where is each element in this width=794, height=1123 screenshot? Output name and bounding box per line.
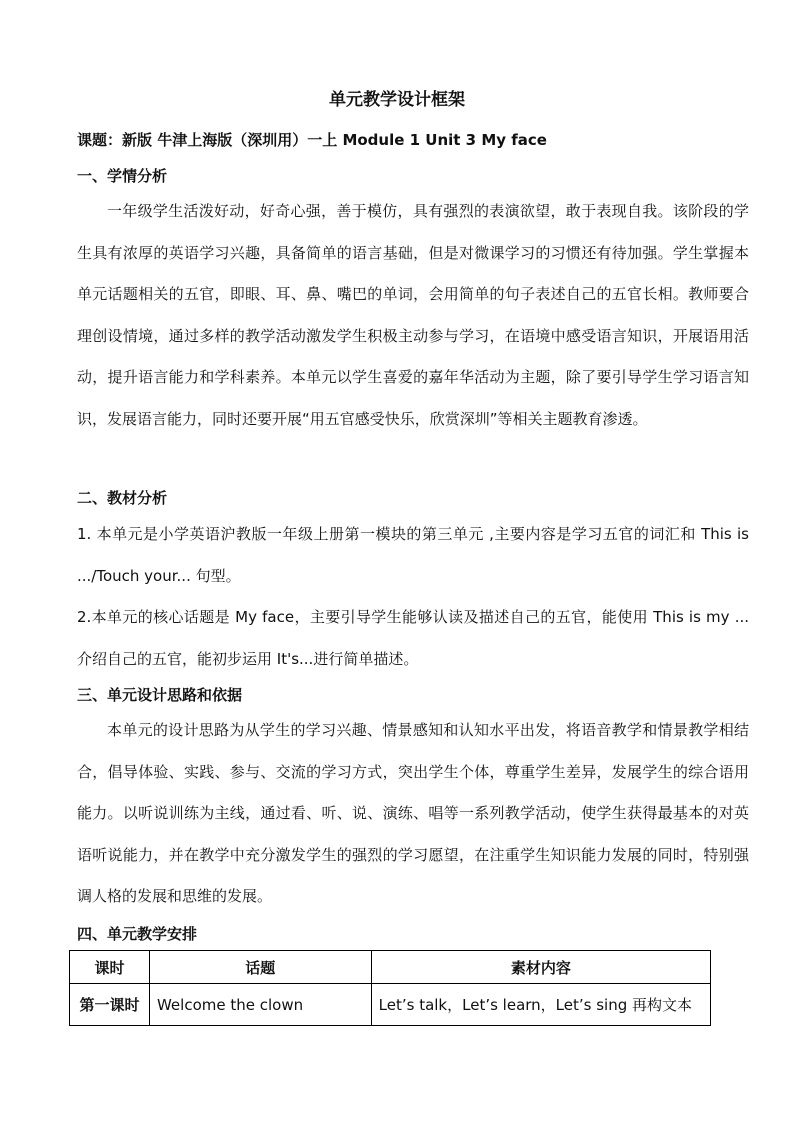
document-title: 单元教学设计框架	[329, 90, 465, 110]
lesson-schedule-table	[69, 950, 711, 1026]
cell-materials: Let’s talk，Let’s learn，Let’s sing 再构文本	[371, 984, 710, 1026]
section-heading-2: 二、教材分析	[77, 489, 168, 507]
section-2-item-1: 1. 本单元是小学英语沪教版一年级上册第一模块的第三单元 ,主要内容是学习五官的词汇和 This is .../Touch your... 句型。	[77, 525, 749, 585]
cell-lesson: 第一课时	[70, 984, 150, 1026]
header-lesson: 课时	[70, 951, 150, 984]
section-2-item-2: 2.本单元的核心话题是 My face，主要引导学生能够认读及描述自己的五官，能使用 This is my ... 介绍自己的五官，能初步运用 It's...进行简单描述。	[77, 608, 749, 668]
table-row	[70, 984, 711, 1026]
lesson-topic: 课题：新版 牛津上海版（深圳用）一上 Module 1 Unit 3 My face	[77, 131, 547, 149]
section-heading-1: 一、学情分析	[77, 167, 168, 185]
cell-topic: Welcome the clown	[149, 984, 371, 1026]
header-materials: 素材内容	[371, 951, 710, 984]
section-1-paragraph: 一年级学生活泼好动，好奇心强，善于模仿，具有强烈的表演欲望，敢于表现自我。该阶段的学生具有浓厚的英语学习兴趣，具备简单的语言基础，但是对微课学习的习惯还有待加强。学生掌握本单元话题相关的五官，即眼、耳、鼻、嘴巴的单词，会用简单的句子表述自己的五官长相。教师要合理创设情境，通过多样的教学活动激发学生积极主动参与学习，在语境中感受语言知识，开展语用活动，提升语言能力和学科素养。本单元以学生喜爱的嘉年华活动为主题，除了要引导学生学习语言知识，发展语言能力，同时还要开展“用五官感受快乐，欣赏深圳”等相关主题教育渗透。	[77, 202, 749, 428]
section-heading-3: 三、单元设计思路和依据	[77, 686, 243, 704]
table-header-row	[70, 951, 711, 984]
section-heading-4: 四、单元教学安排	[77, 925, 198, 943]
header-topic: 话题	[149, 951, 371, 984]
section-3-paragraph: 本单元的设计思路为从学生的学习兴趣、情景感知和认知水平出发，将语音教学和情景教学相结合，倡导体验、实践、参与、交流的学习方式，突出学生个体，尊重学生差异，发展学生的综合语用能力。以听说训练为主线，通过看、听、说、演练、唱等一系列教学活动，使学生获得最基本的对英语听说能力，并在教学中充分激发学生的强烈的学习愿望，在注重学生知识能力发展的同时，特别强调人格的发展和思维的发展。	[77, 721, 749, 905]
